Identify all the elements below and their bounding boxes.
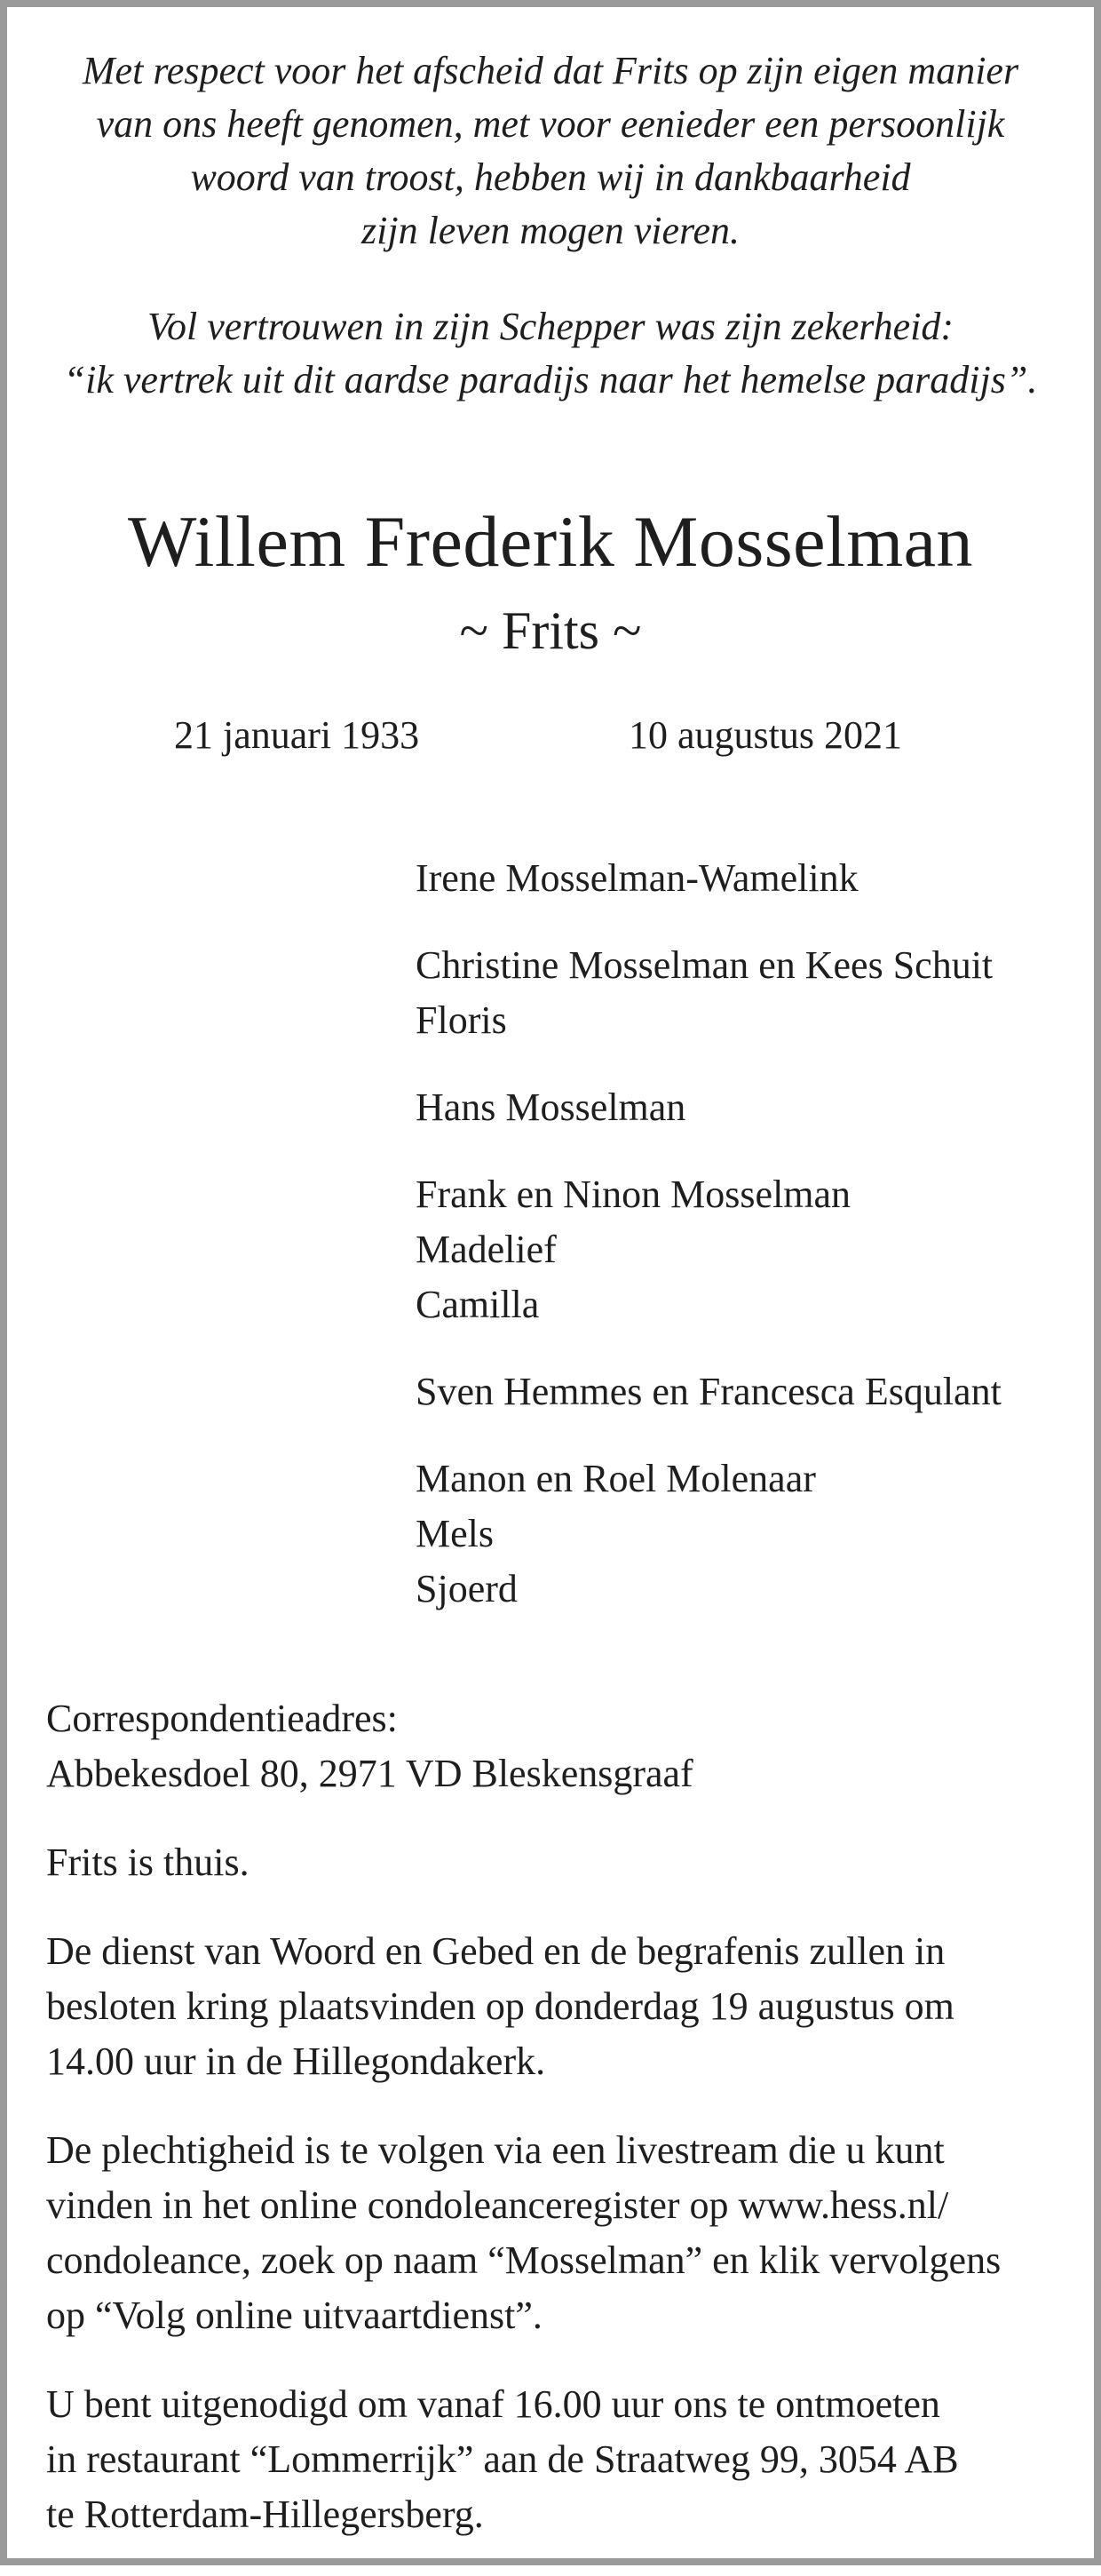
correspondence-address: [46, 1691, 1055, 1801]
family-group: [416, 1167, 1002, 1332]
livestream-line: vinden in het online condoleanceregister op www.hess.nl/: [46, 2183, 949, 2227]
practical-info: [46, 1691, 1055, 2576]
family-member: Madelief: [416, 1228, 557, 1271]
at-home-text: Frits is thuis.: [46, 1841, 250, 1884]
intro-line: van ons heeft genomen, met voor eenieder een persoonlijk: [96, 102, 1005, 146]
family-member: Sjoerd: [416, 1567, 518, 1610]
family-group: [416, 1364, 1002, 1419]
family-member: Frank en Ninon Mosselman: [416, 1173, 851, 1216]
family-member: Floris: [416, 998, 507, 1042]
livestream-notice: [46, 2123, 1055, 2343]
family-member: Manon en Roel Molenaar: [416, 1457, 816, 1500]
intro-paragraph-1: [43, 44, 1058, 258]
family-group: [416, 1080, 1002, 1135]
intro-line: “ik vertrek uit dit aardse paradijs naar het hemelse paradijs”.: [63, 358, 1038, 402]
livestream-line: op “Volg online uitvaartdienst”.: [46, 2294, 543, 2337]
at-home-notice: [46, 1835, 1055, 1890]
family-member: Mels: [416, 1512, 494, 1555]
correspondence-label: Correspondentieadres:: [46, 1697, 398, 1740]
birth-date: 21 januari 1933: [174, 713, 420, 757]
meeting-line: te Rotterdam-Hillegersberg.: [46, 2493, 484, 2536]
meeting-line: in restaurant “Lommerrijk” aan de Straatweg 99, 3054 AB: [46, 2437, 959, 2481]
intro-line: Met respect voor het afscheid dat Frits op zijn eigen manier: [82, 49, 1019, 92]
correspondence-value: Abbekesdoel 80, 2971 VD Bleskensgraaf: [46, 1752, 693, 1795]
family-group: [416, 1451, 1002, 1617]
family-group: [416, 938, 1002, 1048]
deceased-name: Willem Frederik Mosselman: [127, 501, 974, 582]
family-list: [416, 851, 1002, 1617]
family-member: Hans Mosselman: [416, 1085, 686, 1129]
death-date: 10 augustus 2021: [629, 713, 902, 757]
livestream-line: condoleance, zoek op naam “Mosselman” en klik vervolgens: [46, 2238, 1002, 2282]
family-member: Irene Mosselman-Wamelink: [416, 856, 859, 900]
livestream-line: De plechtigheid is te volgen via een livestream die u kunt: [46, 2128, 945, 2172]
deceased-nickname: ~ Frits ~: [459, 601, 642, 660]
intro-line: Vol vertrouwen in zijn Schepper was zijn zekerheid:: [147, 305, 954, 348]
service-notice: [46, 1924, 1055, 2089]
meeting-line: U bent uitgenodigd om vanaf 16.00 uur ons te ontmoeten: [46, 2382, 940, 2426]
meeting-notice: [46, 2377, 1055, 2542]
service-line: besloten kring plaatsvinden op donderdag 19 augustus om: [46, 1984, 954, 2028]
service-line: De dienst van Woord en Gebed en de begrafenis zullen in: [46, 1929, 946, 1973]
family-member: Camilla: [416, 1283, 540, 1326]
family-member: Christine Mosselman en Kees Schuit: [416, 943, 994, 987]
family-member: Sven Hemmes en Francesca Esqulant: [416, 1370, 1002, 1413]
intro-text: [43, 44, 1058, 407]
intro-line: woord van troost, hebben wij in dankbaarheid: [190, 155, 911, 199]
intro-line: zijn leven mogen vieren.: [361, 209, 740, 252]
service-line: 14.00 uur in de Hillegondakerk.: [46, 2039, 546, 2083]
family-group: [416, 851, 1002, 906]
intro-paragraph-2: [43, 300, 1058, 407]
